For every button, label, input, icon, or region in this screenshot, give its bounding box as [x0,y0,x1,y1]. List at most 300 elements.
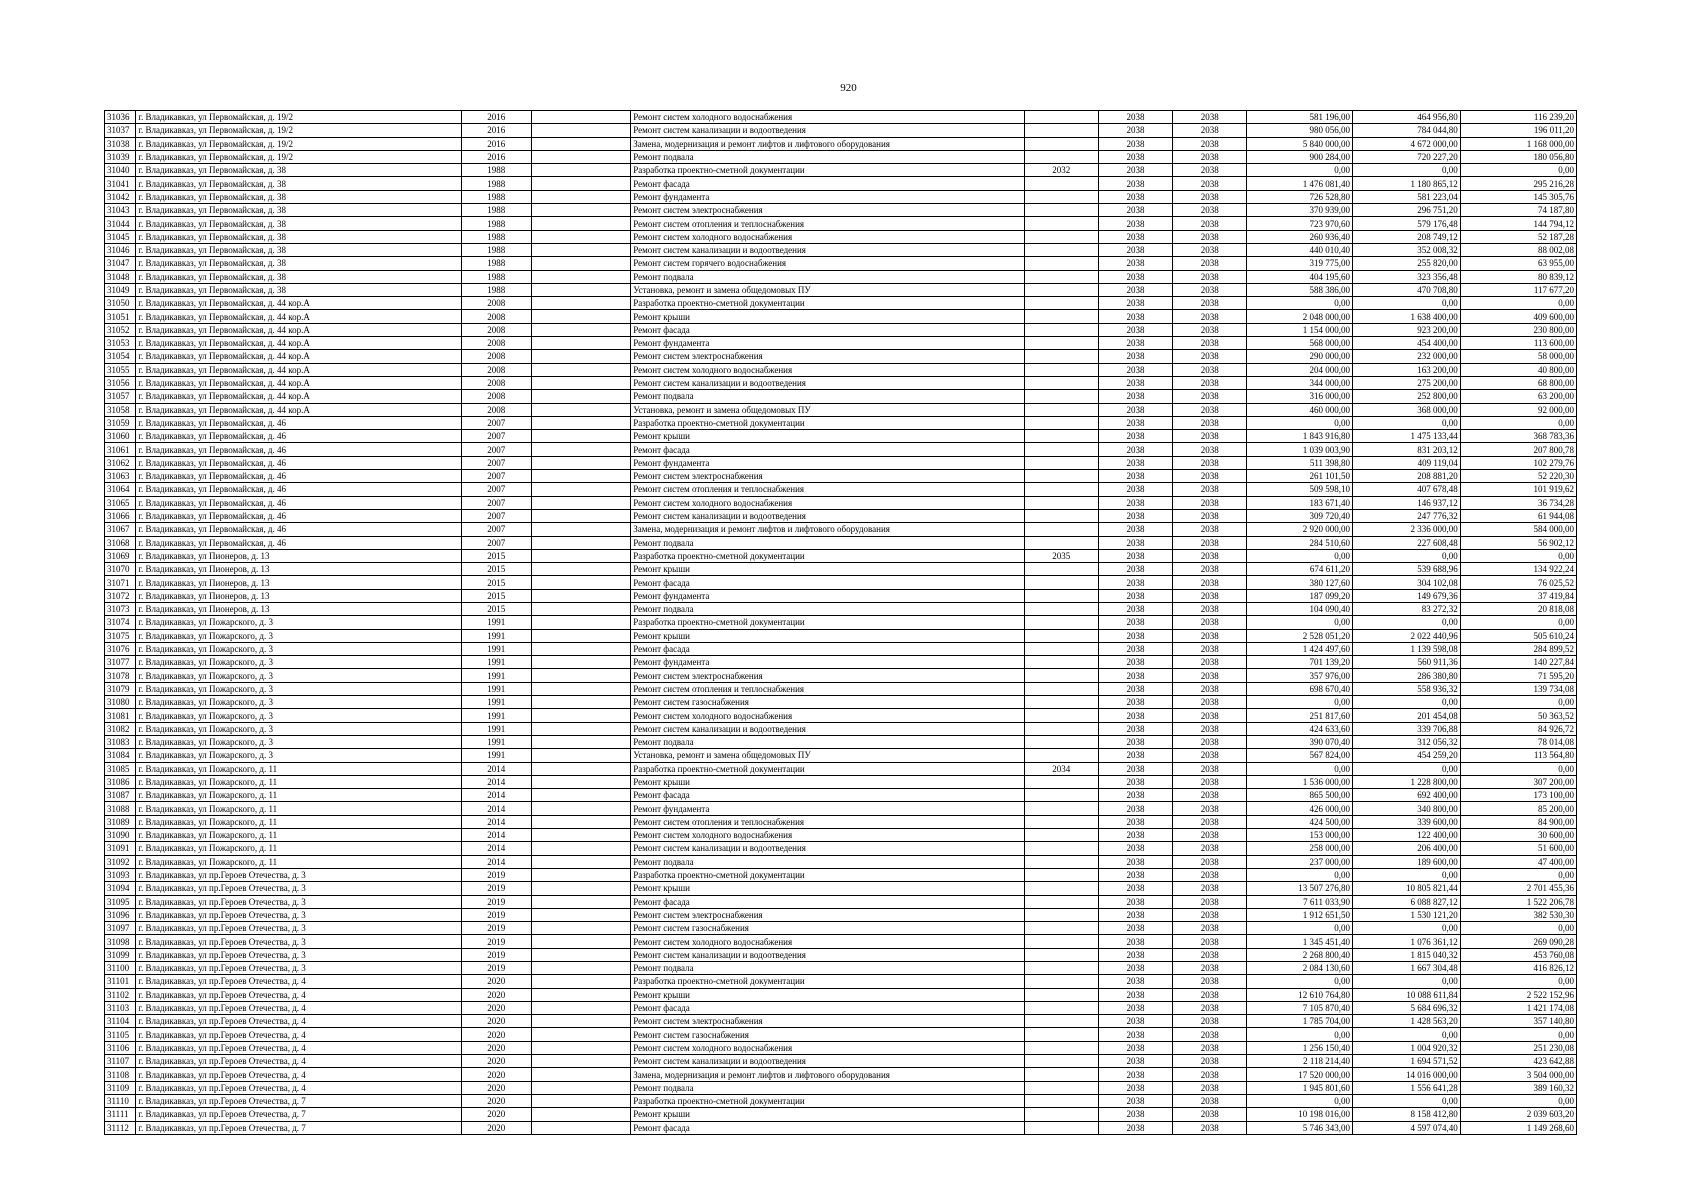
cell-row-number: 31037 [105,124,136,137]
cell-work-type: Ремонт систем отопления и теплоснабжения [631,815,1024,828]
cell-end-year: 2038 [1173,975,1247,988]
cell-build-year: 2008 [461,403,531,416]
cell-blank [531,363,630,376]
cell-work-type: Ремонт систем канализации и водоотведения [631,1055,1024,1068]
cell-owner-cost: 284 899,52 [1460,642,1576,655]
cell-owner-cost: 230 800,00 [1460,323,1576,336]
cell-work-type: Ремонт систем канализации и водоотведения [631,124,1024,137]
cell-dev-year [1024,616,1098,629]
cell-work-type: Ремонт фундамента [631,656,1024,669]
cell-end-year: 2038 [1173,177,1247,190]
cell-end-year: 2038 [1173,1028,1247,1041]
cell-blank [531,390,630,403]
cell-owner-cost: 74 187,80 [1460,204,1576,217]
cell-dev-year [1024,576,1098,589]
cell-fund-cost: 0,00 [1353,975,1461,988]
cell-total-cost: 261 101,50 [1247,470,1353,483]
table-row [105,908,1577,921]
cell-blank [531,882,630,895]
cell-owner-cost: 307 200,00 [1460,775,1576,788]
cell-address: г. Владикавказ, ул Первомайская, д. 44 кор.А [136,363,461,376]
cell-owner-cost: 382 530,30 [1460,908,1576,921]
cell-owner-cost: 409 600,00 [1460,310,1576,323]
cell-address: г. Владикавказ, ул пр.Героев Отечества, д. 4 [136,1001,461,1014]
cell-build-year: 1991 [461,616,531,629]
cell-work-type: Ремонт систем холодного водоснабжения [631,829,1024,842]
cell-blank [531,908,630,921]
cell-end-year: 2038 [1173,775,1247,788]
cell-address: г. Владикавказ, ул Первомайская, д. 46 [136,509,461,522]
table-row [105,1108,1577,1121]
cell-end-year: 2038 [1173,908,1247,921]
cell-build-year: 2008 [461,337,531,350]
cell-row-number: 31110 [105,1094,136,1107]
cell-fund-cost: 6 088 827,12 [1353,895,1461,908]
table-row [105,523,1577,536]
cell-fund-cost: 1 815 040,32 [1353,948,1461,961]
cell-build-year: 2019 [461,962,531,975]
cell-build-year: 2019 [461,935,531,948]
cell-work-type: Ремонт фасада [631,895,1024,908]
cell-address: г. Владикавказ, ул пр.Героев Отечества, д. 3 [136,922,461,935]
cell-end-year: 2038 [1173,1094,1247,1107]
cell-start-year: 2038 [1098,722,1172,735]
cell-row-number: 31092 [105,855,136,868]
cell-address: г. Владикавказ, ул пр.Героев Отечества, д. 7 [136,1108,461,1121]
cell-total-cost: 701 139,20 [1247,656,1353,669]
cell-fund-cost: 579 176,48 [1353,217,1461,230]
cell-address: г. Владикавказ, ул пр.Героев Отечества, д. 3 [136,882,461,895]
cell-total-cost: 1 154 000,00 [1247,323,1353,336]
cell-owner-cost: 76 025,52 [1460,576,1576,589]
cell-work-type: Замена, модернизация и ремонт лифтов и лифтового оборудования [631,137,1024,150]
cell-dev-year [1024,789,1098,802]
cell-total-cost: 0,00 [1247,868,1353,881]
cell-row-number: 31051 [105,310,136,323]
cell-address: г. Владикавказ, ул Пожарского, д. 3 [136,656,461,669]
cell-address: г. Владикавказ, ул Первомайская, д. 44 кор.А [136,297,461,310]
cell-build-year: 2019 [461,895,531,908]
cell-start-year: 2038 [1098,1094,1172,1107]
cell-end-year: 2038 [1173,111,1247,124]
table-row [105,669,1577,682]
cell-start-year: 2038 [1098,656,1172,669]
cell-fund-cost: 1 180 865,12 [1353,177,1461,190]
cell-row-number: 31066 [105,509,136,522]
cell-dev-year [1024,1028,1098,1041]
cell-build-year: 2019 [461,868,531,881]
table-row [105,150,1577,163]
cell-address: г. Владикавказ, ул Первомайская, д. 38 [136,217,461,230]
cell-end-year: 2038 [1173,403,1247,416]
cell-row-number: 31067 [105,523,136,536]
cell-work-type: Ремонт подвала [631,270,1024,283]
cell-end-year: 2038 [1173,735,1247,748]
cell-start-year: 2038 [1098,430,1172,443]
cell-dev-year [1024,1094,1098,1107]
cell-owner-cost: 269 090,28 [1460,935,1576,948]
cell-work-type: Ремонт крыши [631,310,1024,323]
cell-row-number: 31049 [105,283,136,296]
cell-start-year: 2038 [1098,390,1172,403]
cell-start-year: 2038 [1098,682,1172,695]
table-row [105,815,1577,828]
table-row [105,682,1577,695]
table-row [105,722,1577,735]
cell-build-year: 1991 [461,735,531,748]
cell-start-year: 2038 [1098,416,1172,429]
cell-build-year: 2014 [461,842,531,855]
cell-total-cost: 153 000,00 [1247,829,1353,842]
cell-end-year: 2038 [1173,762,1247,775]
cell-dev-year [1024,829,1098,842]
cell-row-number: 31058 [105,403,136,416]
cell-dev-year [1024,922,1098,935]
cell-dev-year [1024,1041,1098,1054]
cell-address: г. Владикавказ, ул Пожарского, д. 11 [136,815,461,828]
cell-start-year: 2038 [1098,376,1172,389]
cell-build-year: 2016 [461,111,531,124]
cell-row-number: 31064 [105,483,136,496]
cell-address: г. Владикавказ, ул пр.Героев Отечества, д. 3 [136,895,461,908]
cell-total-cost: 581 196,00 [1247,111,1353,124]
cell-fund-cost: 831 203,12 [1353,443,1461,456]
cell-end-year: 2038 [1173,217,1247,230]
table-row [105,602,1577,615]
cell-work-type: Ремонт систем канализации и водоотведения [631,722,1024,735]
cell-blank [531,962,630,975]
cell-address: г. Владикавказ, ул Первомайская, д. 38 [136,190,461,203]
table-row [105,496,1577,509]
cell-total-cost: 10 198 016,00 [1247,1108,1353,1121]
cell-total-cost: 251 817,60 [1247,709,1353,722]
cell-build-year: 1988 [461,177,531,190]
table-row [105,829,1577,842]
cell-dev-year [1024,895,1098,908]
cell-blank [531,656,630,669]
cell-blank [531,576,630,589]
cell-build-year: 2007 [461,430,531,443]
cell-dev-year [1024,257,1098,270]
cell-start-year: 2038 [1098,150,1172,163]
cell-build-year: 1988 [461,217,531,230]
cell-build-year: 1988 [461,230,531,243]
cell-work-type: Ремонт крыши [631,629,1024,642]
table-row [105,1001,1577,1014]
cell-blank [531,563,630,576]
cell-address: г. Владикавказ, ул пр.Героев Отечества, д. 7 [136,1121,461,1134]
cell-row-number: 31039 [105,150,136,163]
cell-build-year: 2014 [461,789,531,802]
cell-dev-year [1024,935,1098,948]
cell-build-year: 1991 [461,696,531,709]
cell-end-year: 2038 [1173,270,1247,283]
cell-address: г. Владикавказ, ул Пионеров, д. 13 [136,576,461,589]
cell-build-year: 2020 [461,1081,531,1094]
table-row [105,629,1577,642]
cell-dev-year: 2034 [1024,762,1098,775]
cell-total-cost: 5 746 343,00 [1247,1121,1353,1134]
cell-row-number: 31040 [105,164,136,177]
cell-end-year: 2038 [1173,297,1247,310]
cell-dev-year [1024,868,1098,881]
cell-blank [531,323,630,336]
cell-build-year: 1988 [461,190,531,203]
cell-work-type: Ремонт систем холодного водоснабжения [631,935,1024,948]
cell-blank [531,735,630,748]
cell-row-number: 31087 [105,789,136,802]
cell-owner-cost: 51 600,00 [1460,842,1576,855]
cell-owner-cost: 117 677,20 [1460,283,1576,296]
cell-total-cost: 1 785 704,00 [1247,1015,1353,1028]
cell-fund-cost: 312 056,32 [1353,735,1461,748]
cell-row-number: 31097 [105,922,136,935]
cell-fund-cost: 10 805 821,44 [1353,882,1461,895]
cell-total-cost: 390 070,40 [1247,735,1353,748]
cell-blank [531,1108,630,1121]
cell-dev-year [1024,470,1098,483]
cell-fund-cost: 247 776,32 [1353,509,1461,522]
cell-fund-cost: 201 454,08 [1353,709,1461,722]
cell-blank [531,988,630,1001]
table-row [105,483,1577,496]
cell-work-type: Разработка проектно-сметной документации [631,297,1024,310]
cell-end-year: 2038 [1173,390,1247,403]
table-row [105,549,1577,562]
cell-end-year: 2038 [1173,988,1247,1001]
cell-owner-cost: 71 595,20 [1460,669,1576,682]
cell-build-year: 2007 [461,416,531,429]
cell-total-cost: 260 936,40 [1247,230,1353,243]
cell-address: г. Владикавказ, ул Первомайская, д. 46 [136,496,461,509]
cell-dev-year [1024,749,1098,762]
cell-build-year: 2015 [461,602,531,615]
cell-row-number: 31096 [105,908,136,921]
cell-row-number: 31076 [105,642,136,655]
cell-dev-year [1024,523,1098,536]
cell-row-number: 31047 [105,257,136,270]
cell-dev-year [1024,124,1098,137]
cell-start-year: 2038 [1098,523,1172,536]
cell-blank [531,430,630,443]
cell-build-year: 2014 [461,802,531,815]
cell-build-year: 2019 [461,948,531,961]
cell-owner-cost: 85 200,00 [1460,802,1576,815]
cell-owner-cost: 47 400,00 [1460,855,1576,868]
cell-total-cost: 0,00 [1247,549,1353,562]
cell-dev-year [1024,350,1098,363]
cell-address: г. Владикавказ, ул Первомайская, д. 44 кор.А [136,337,461,350]
cell-row-number: 31103 [105,1001,136,1014]
cell-blank [531,350,630,363]
cell-fund-cost: 1 530 121,20 [1353,908,1461,921]
table-row [105,1081,1577,1094]
cell-owner-cost: 368 783,36 [1460,430,1576,443]
cell-fund-cost: 146 937,12 [1353,496,1461,509]
cell-build-year: 2020 [461,1001,531,1014]
cell-fund-cost: 558 936,32 [1353,682,1461,695]
cell-build-year: 2019 [461,882,531,895]
cell-fund-cost: 304 102,08 [1353,576,1461,589]
cell-fund-cost: 0,00 [1353,1028,1461,1041]
cell-owner-cost: 58 000,00 [1460,350,1576,363]
cell-total-cost: 319 775,00 [1247,257,1353,270]
cell-address: г. Владикавказ, ул Первомайская, д. 38 [136,177,461,190]
cell-end-year: 2038 [1173,935,1247,948]
cell-total-cost: 344 000,00 [1247,376,1353,389]
cell-build-year: 1988 [461,243,531,256]
cell-owner-cost: 84 900,00 [1460,815,1576,828]
cell-total-cost: 0,00 [1247,696,1353,709]
cell-work-type: Ремонт систем электроснабжения [631,204,1024,217]
cell-dev-year [1024,416,1098,429]
cell-owner-cost: 0,00 [1460,549,1576,562]
cell-row-number: 31109 [105,1081,136,1094]
cell-row-number: 31091 [105,842,136,855]
cell-end-year: 2038 [1173,669,1247,682]
cell-owner-cost: 0,00 [1460,696,1576,709]
cell-build-year: 1991 [461,709,531,722]
table-row [105,589,1577,602]
cell-end-year: 2038 [1173,337,1247,350]
cell-start-year: 2038 [1098,842,1172,855]
table-row [105,230,1577,243]
cell-dev-year [1024,855,1098,868]
cell-fund-cost: 339 600,00 [1353,815,1461,828]
cell-blank [531,470,630,483]
cell-total-cost: 2 268 800,40 [1247,948,1353,961]
cell-start-year: 2038 [1098,496,1172,509]
cell-fund-cost: 1 139 598,08 [1353,642,1461,655]
cell-work-type: Ремонт крыши [631,988,1024,1001]
cell-address: г. Владикавказ, ул пр.Героев Отечества, д. 3 [136,935,461,948]
cell-blank [531,642,630,655]
cell-start-year: 2038 [1098,1108,1172,1121]
cell-end-year: 2038 [1173,470,1247,483]
cell-owner-cost: 416 826,12 [1460,962,1576,975]
cell-work-type: Разработка проектно-сметной документации [631,975,1024,988]
table-row [105,297,1577,310]
cell-owner-cost: 50 363,52 [1460,709,1576,722]
cell-end-year: 2038 [1173,536,1247,549]
cell-row-number: 31104 [105,1015,136,1028]
cell-total-cost: 17 520 000,00 [1247,1068,1353,1081]
cell-work-type: Ремонт систем горячего водоснабжения [631,257,1024,270]
cell-start-year: 2038 [1098,111,1172,124]
cell-dev-year [1024,1121,1098,1134]
cell-total-cost: 424 633,60 [1247,722,1353,735]
cell-address: г. Владикавказ, ул Первомайская, д. 46 [136,456,461,469]
table-row [105,709,1577,722]
cell-total-cost: 723 970,60 [1247,217,1353,230]
cell-build-year: 2008 [461,323,531,336]
cell-fund-cost: 1 667 304,48 [1353,962,1461,975]
cell-dev-year [1024,177,1098,190]
cell-address: г. Владикавказ, ул Первомайская, д. 38 [136,204,461,217]
cell-start-year: 2038 [1098,829,1172,842]
cell-address: г. Владикавказ, ул пр.Героев Отечества, д. 4 [136,975,461,988]
cell-row-number: 31045 [105,230,136,243]
cell-row-number: 31090 [105,829,136,842]
cell-blank [531,602,630,615]
cell-end-year: 2038 [1173,1041,1247,1054]
cell-dev-year [1024,775,1098,788]
cell-row-number: 31088 [105,802,136,815]
cell-work-type: Ремонт систем холодного водоснабжения [631,1041,1024,1054]
cell-total-cost: 357 976,00 [1247,669,1353,682]
table-row [105,789,1577,802]
cell-blank [531,1081,630,1094]
cell-fund-cost: 407 678,48 [1353,483,1461,496]
cell-address: г. Владикавказ, ул Первомайская, д. 44 кор.А [136,310,461,323]
cell-row-number: 31063 [105,470,136,483]
cell-address: г. Владикавказ, ул Первомайская, д. 38 [136,283,461,296]
cell-dev-year [1024,217,1098,230]
cell-start-year: 2038 [1098,137,1172,150]
cell-dev-year [1024,337,1098,350]
cell-total-cost: 5 840 000,00 [1247,137,1353,150]
cell-owner-cost: 295 216,28 [1460,177,1576,190]
cell-fund-cost: 252 800,00 [1353,390,1461,403]
cell-start-year: 2038 [1098,616,1172,629]
cell-owner-cost: 139 734,08 [1460,682,1576,695]
cell-blank [531,629,630,642]
cell-end-year: 2038 [1173,1081,1247,1094]
cell-address: г. Владикавказ, ул пр.Героев Отечества, д. 4 [136,1068,461,1081]
cell-work-type: Ремонт подвала [631,735,1024,748]
cell-owner-cost: 2 039 603,20 [1460,1108,1576,1121]
cell-blank [531,709,630,722]
cell-build-year: 2015 [461,576,531,589]
cell-start-year: 2038 [1098,443,1172,456]
cell-start-year: 2038 [1098,576,1172,589]
cell-blank [531,762,630,775]
cell-end-year: 2038 [1173,416,1247,429]
cell-row-number: 31083 [105,735,136,748]
cell-end-year: 2038 [1173,696,1247,709]
cell-dev-year [1024,722,1098,735]
cell-fund-cost: 470 708,80 [1353,283,1461,296]
cell-fund-cost: 2 022 440,96 [1353,629,1461,642]
cell-start-year: 2038 [1098,190,1172,203]
cell-address: г. Владикавказ, ул пр.Героев Отечества, д. 3 [136,962,461,975]
cell-fund-cost: 1 475 133,44 [1353,430,1461,443]
cell-row-number: 31050 [105,297,136,310]
cell-build-year: 2015 [461,589,531,602]
cell-start-year: 2038 [1098,204,1172,217]
cell-build-year: 2014 [461,762,531,775]
cell-build-year: 1991 [461,722,531,735]
cell-address: г. Владикавказ, ул Пожарского, д. 11 [136,789,461,802]
cell-owner-cost: 180 056,80 [1460,150,1576,163]
cell-row-number: 31054 [105,350,136,363]
cell-build-year: 2020 [461,1068,531,1081]
cell-dev-year [1024,403,1098,416]
cell-blank [531,1094,630,1107]
cell-fund-cost: 0,00 [1353,696,1461,709]
cell-start-year: 2038 [1098,922,1172,935]
cell-dev-year [1024,709,1098,722]
cell-total-cost: 0,00 [1247,1028,1353,1041]
cell-address: г. Владикавказ, ул пр.Героев Отечества, д. 4 [136,1055,461,1068]
cell-work-type: Разработка проектно-сметной документации [631,164,1024,177]
cell-start-year: 2038 [1098,1015,1172,1028]
cell-start-year: 2038 [1098,363,1172,376]
cell-total-cost: 237 000,00 [1247,855,1353,868]
cell-work-type: Ремонт фундамента [631,337,1024,350]
cell-dev-year [1024,1015,1098,1028]
cell-start-year: 2038 [1098,895,1172,908]
